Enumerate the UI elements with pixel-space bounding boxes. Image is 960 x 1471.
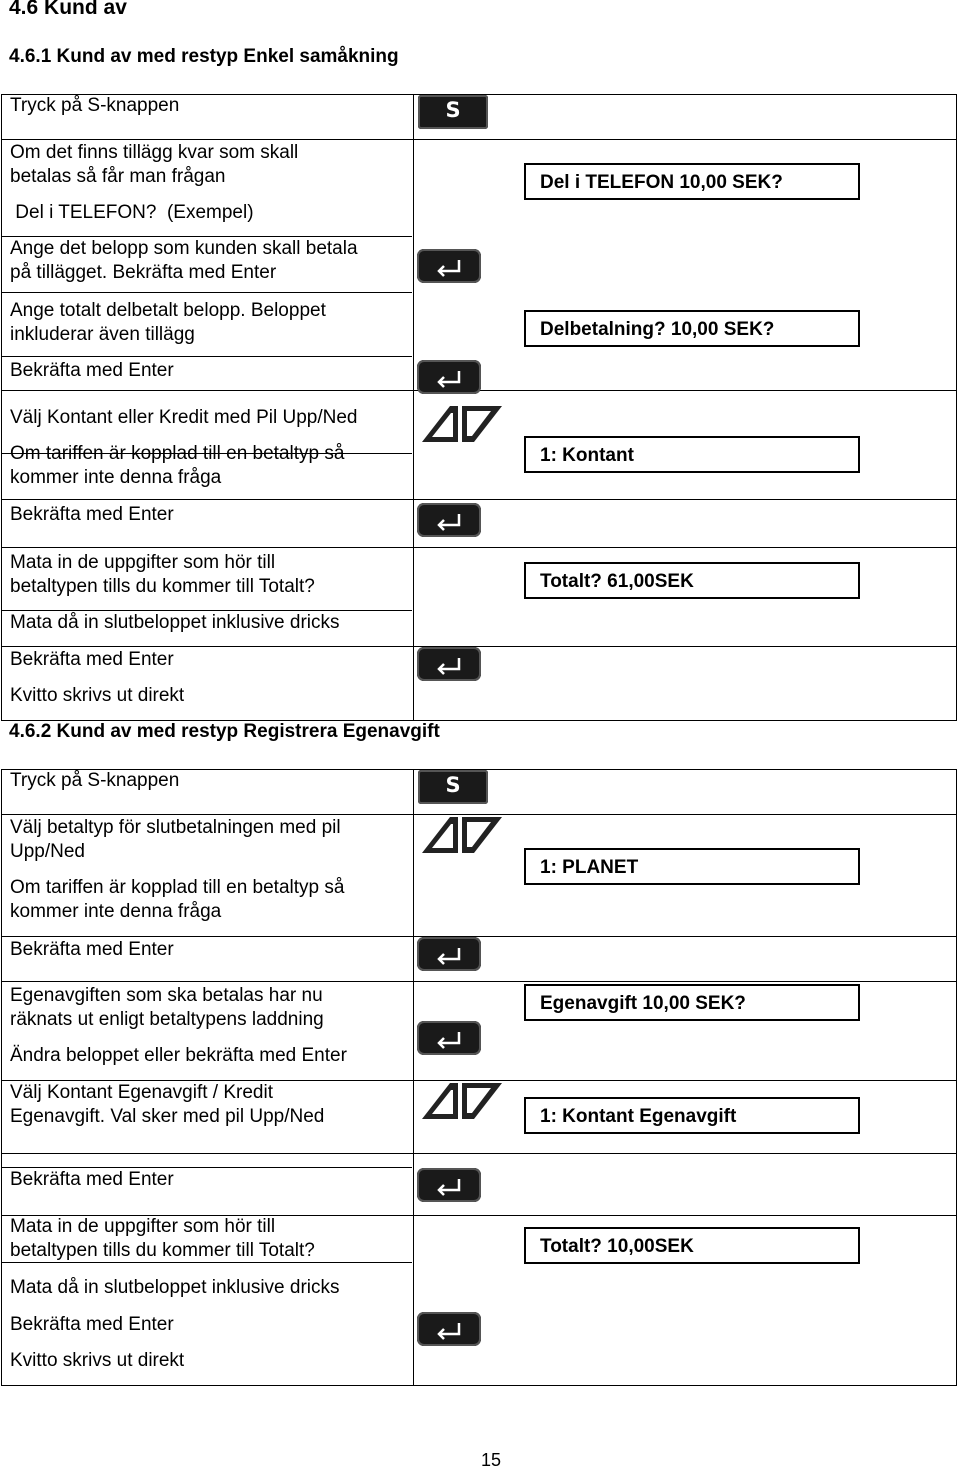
terminal-display: 1: Kontant bbox=[524, 436, 860, 473]
step-text: Mata in de uppgifter som hör till betaltypen tills du kommer till Totalt? bbox=[10, 1216, 315, 1261]
step-text: Ange det belopp som kunden skall betala på tillägget. Bekräfta med Enter bbox=[10, 238, 358, 283]
step-text: Mata in de uppgifter som hör till betaltypen tills du kommer till Totalt? bbox=[10, 552, 315, 597]
step-text: Bekräfta med Enter bbox=[10, 504, 174, 525]
enter-key-icon bbox=[417, 1168, 481, 1202]
terminal-display: Totalt? 61,00SEK bbox=[524, 562, 860, 599]
enter-key-icon bbox=[417, 503, 481, 537]
page-heading: 4.6 Kund av bbox=[9, 0, 127, 19]
enter-key-icon bbox=[417, 647, 481, 681]
terminal-display: Totalt? 10,00SEK bbox=[524, 1227, 860, 1264]
up-down-arrows-icon bbox=[418, 1081, 504, 1121]
step-text: Om det finns tillägg kvar som skall betalas så får man frågan bbox=[10, 142, 299, 187]
terminal-display: Delbetalning? 10,00 SEK? bbox=[524, 310, 860, 347]
step-text: Bekräfta med Enter bbox=[10, 1169, 174, 1190]
section-heading-4-6-2: 4.6.2 Kund av med restyp Registrera Egenavgift bbox=[9, 721, 440, 742]
step-text: Tryck på S-knappen bbox=[10, 95, 180, 116]
enter-key-icon bbox=[417, 1312, 481, 1346]
terminal-display: 1: Kontant Egenavgift bbox=[524, 1097, 860, 1134]
step-text: Bekräfta med Enter bbox=[10, 649, 174, 670]
page-number: 15 bbox=[481, 1450, 502, 1470]
step-text: Välj Kontant Egenavgift / Kredit Egenavgift. Val sker med pil Upp/Ned bbox=[10, 1082, 325, 1127]
step-text: Om tariffen är kopplad till en betaltyp så kommer inte denna fråga bbox=[10, 877, 345, 922]
step-text: Ändra beloppet eller bekräfta med Enter bbox=[10, 1045, 347, 1066]
step-text: Tryck på S-knappen bbox=[10, 770, 180, 791]
step-text: Ange totalt delbetalt belopp. Beloppet inkluderar även tillägg bbox=[10, 300, 326, 345]
step-text: Egenavgiften som ska betalas har nu räknats ut enligt betaltypens laddning bbox=[10, 985, 324, 1030]
up-down-arrows-icon bbox=[418, 404, 504, 444]
section-heading-4-6-1: 4.6.1 Kund av med restyp Enkel samåkning bbox=[9, 46, 399, 67]
step-text: Bekräfta med Enter bbox=[10, 1314, 174, 1335]
step-text: Mata då in slutbeloppet inklusive dricks bbox=[10, 612, 340, 633]
step-text: Del i TELEFON? (Exempel) bbox=[10, 202, 254, 223]
up-down-arrows-icon bbox=[418, 815, 504, 855]
terminal-display: Egenavgift 10,00 SEK? bbox=[524, 984, 860, 1021]
terminal-display: Del i TELEFON 10,00 SEK? bbox=[524, 163, 860, 200]
step-text: Mata då in slutbeloppet inklusive dricks bbox=[10, 1277, 340, 1298]
step-text: Om tariffen är kopplad till en betaltyp så kommer inte denna fråga bbox=[10, 443, 345, 488]
enter-key-icon bbox=[417, 249, 481, 283]
enter-key-icon bbox=[417, 1021, 481, 1055]
step-text: Bekräfta med Enter bbox=[10, 939, 174, 960]
instruction-table-2 bbox=[1, 769, 957, 1386]
s-key-icon: S bbox=[418, 770, 488, 804]
terminal-display: 1: PLANET bbox=[524, 848, 860, 885]
step-text: Kvitto skrivs ut direkt bbox=[10, 1350, 185, 1371]
step-text: Kvitto skrivs ut direkt bbox=[10, 685, 185, 706]
step-text: Välj betaltyp för slutbetalningen med pil Upp/Ned bbox=[10, 817, 341, 862]
s-key-icon: S bbox=[418, 95, 488, 129]
step-text: Bekräfta med Enter bbox=[10, 360, 174, 381]
enter-key-icon bbox=[417, 360, 481, 394]
enter-key-icon bbox=[417, 937, 481, 971]
step-text: Välj Kontant eller Kredit med Pil Upp/Ned bbox=[10, 407, 358, 428]
